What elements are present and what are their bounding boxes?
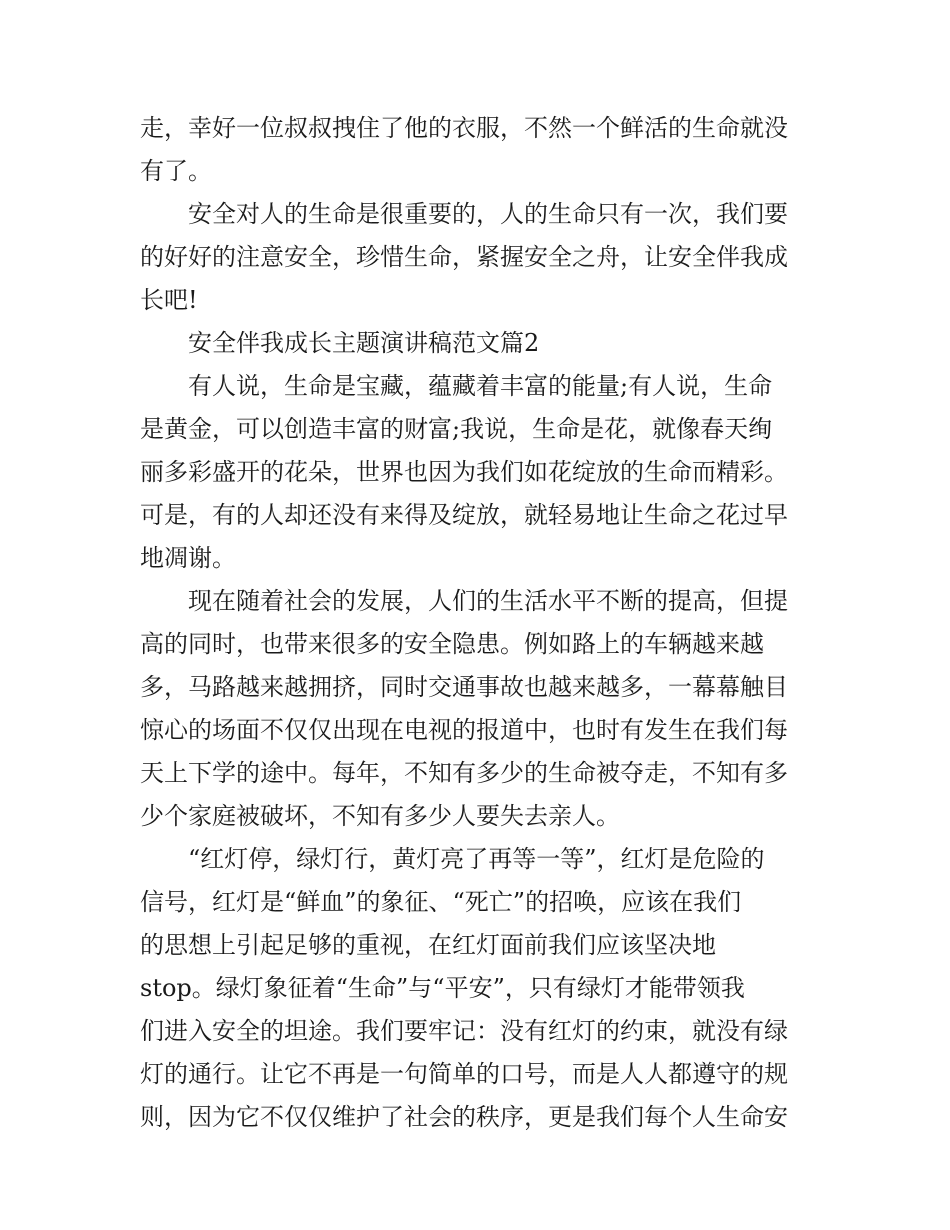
paragraph-line: 少个家庭被破坏，不知有多少人要失去亲人。 [140,802,620,830]
paragraph-line: 高的同时，也带来很多的安全隐患。例如路上的车辆越来越 [140,630,764,658]
paragraph-line: 有人说，生命是宝藏，蕴藏着丰富的能量;有人说，生命 [188,372,773,400]
paragraph-line: 是黄金，可以创造丰富的财富;我说，生命是花，就像春天绚 [140,415,773,443]
paragraph-line: 走，幸好一位叔叔拽住了他的衣服，不然一个鲜活的生命就没 [140,114,788,142]
paragraph-line: 地凋谢。 [140,544,236,572]
paragraph-line: 安全对人的生命是很重要的，人的生命只有一次，我们要 [188,200,788,228]
paragraph-line: 可是，有的人却还没有来得及绽放，就轻易地让生命之花过早 [140,501,788,529]
paragraph-line: 信号，红灯是“鲜血”的象征、“死亡”的招唤，应该在我们 [140,888,742,916]
paragraph-line: 丽多彩盛开的花朵，世界也因为我们如花绽放的生命而精彩。 [140,458,788,486]
paragraph-line: “红灯停，绿灯行，黄灯亮了再等一等”，红灯是危险的 [188,845,765,873]
paragraph-line: 的好好的注意安全，珍惜生命，紧握安全之舟，让安全伴我成 [140,243,788,271]
section-title: 安全伴我成长主题演讲稿范文篇2 [188,329,540,357]
paragraph-line: 长吧! [140,286,198,314]
paragraph-line: 则，因为它不仅仅维护了社会的秩序，更是我们每个人生命安 [140,1103,788,1131]
paragraph-line: 现在随着社会的发展，人们的生活水平不断的提高，但提 [188,587,788,615]
paragraph-line: 的思想上引起足够的重视，在红灯面前我们应该坚决地 [140,931,716,959]
paragraph-line: 有了。 [140,157,212,185]
paragraph-line: stop。绿灯象征着“生命”与“平安”，只有绿灯才能带领我 [140,974,745,1002]
paragraph-line: 们进入安全的坦途。我们要牢记：没有红灯的约束，就没有绿 [140,1017,788,1045]
paragraph-line: 灯的通行。让它不再是一句简单的口号，而是人人都遵守的规 [140,1060,788,1088]
paragraph-line: 多，马路越来越拥挤，同时交通事故也越来越多，一幕幕触目 [140,673,788,701]
paragraph-line: 惊心的场面不仅仅出现在电视的报道中，也时有发生在我们每 [140,716,788,744]
paragraph-line: 天上下学的途中。每年，不知有多少的生命被夺走，不知有多 [140,759,788,787]
